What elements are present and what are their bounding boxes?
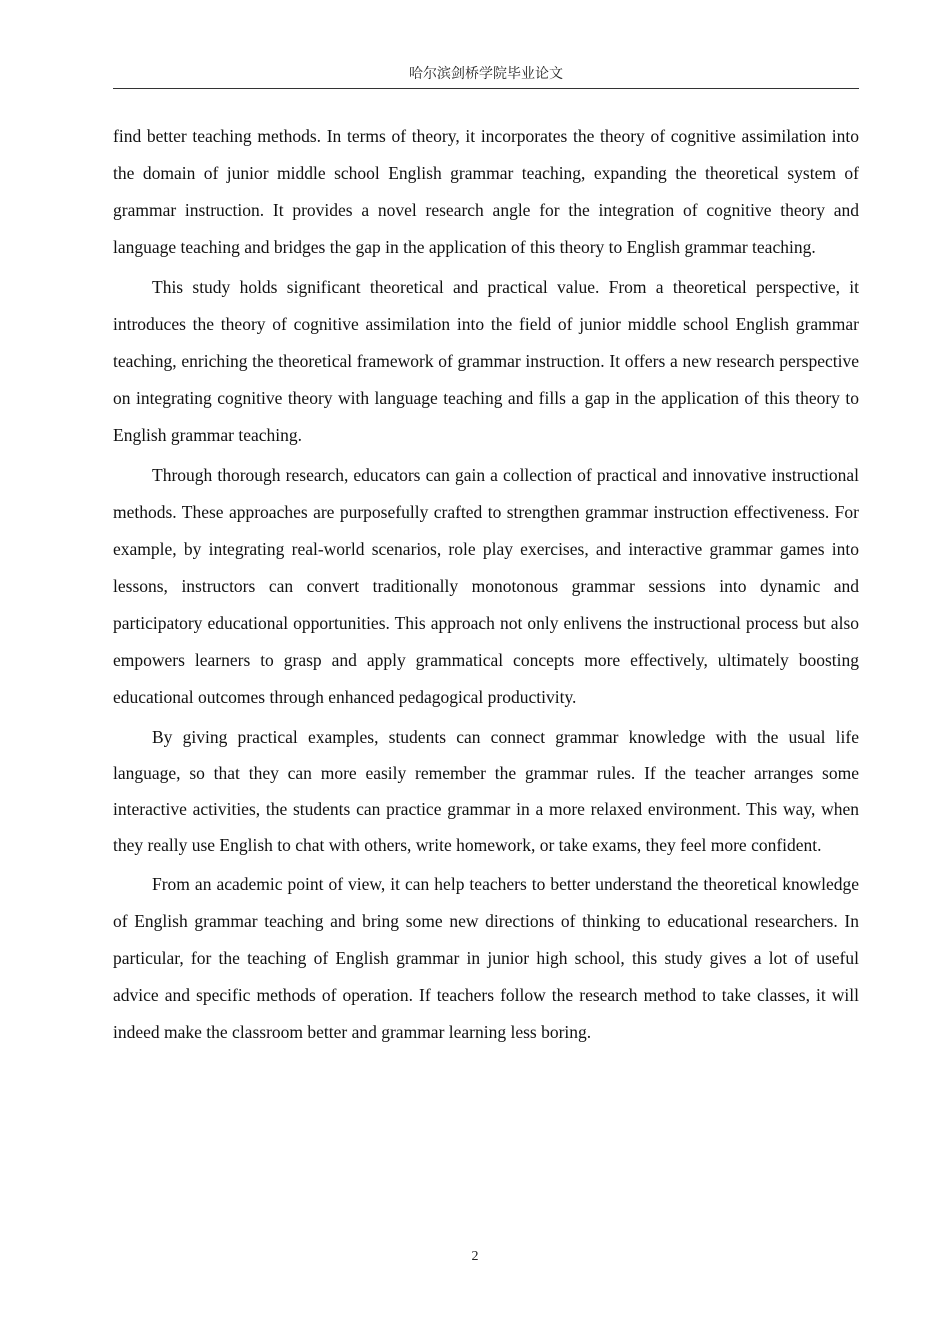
paragraph-2: This study holds significant theoretical and practical value. From a theoretical perspective, it introduces the theory of cognitive assimilation into the field of junior middle school English grammar teaching, enriching the theoretical framework of grammar instruction. It offers a new research perspective on integrating cognitive theory with language teaching and fills a gap in the application of this theory to English grammar teaching. bbox=[113, 277, 859, 445]
paragraph-1: find better teaching methods. In terms of theory, it incorporates the theory of cognitive assimilation into the domain of junior middle school English grammar teaching, expanding the theoretical system of grammar instruction. It provides a novel research angle for the integration of cognitive theory and language teaching and bridges the gap in the application of this theory to English grammar teaching. bbox=[113, 126, 859, 257]
paragraph-3: Through thorough research, educators can gain a collection of practical and innovative instructional methods. These approaches are purposefully crafted to strengthen grammar instruction effectiveness. For example, by integrating real-world scenarios, role play exercises, and interactive grammar games into lessons, instructors can convert traditionally monotonous grammar sessions into dynamic and participatory educational opportunities. This approach not only enlivens the instructional process but also empowers learners to grasp and apply grammatical concepts more effectively, ultimately boosting educational outcomes through enhanced pedagogical productivity. bbox=[113, 465, 859, 707]
paragraph-4: By giving practical examples, students can connect grammar knowledge with the usual life language, so that they can more easily remember the grammar rules. If the teacher arranges some interactive activities, the students can practice grammar in a more relaxed environment. This way, when they really use English to chat with others, write homework, or take exams, they feel more confident. bbox=[113, 727, 859, 855]
page-number: 2 bbox=[471, 1249, 479, 1264]
paragraph-5: From an academic point of view, it can help teachers to better understand the theoretical knowledge of English grammar teaching and bring some new directions of thinking to educational researchers. In particular, for the teaching of English grammar in junior high school, this study gives a lot of useful advice and specific methods of operation. If teachers follow the research method to take classes, it will indeed make the classroom better and grammar learning less boring. bbox=[113, 874, 859, 1042]
running-header: 哈尔滨剑桥学院毕业论文 bbox=[409, 67, 563, 82]
body-text bbox=[113, 118, 859, 1054]
header-rule bbox=[113, 88, 859, 89]
